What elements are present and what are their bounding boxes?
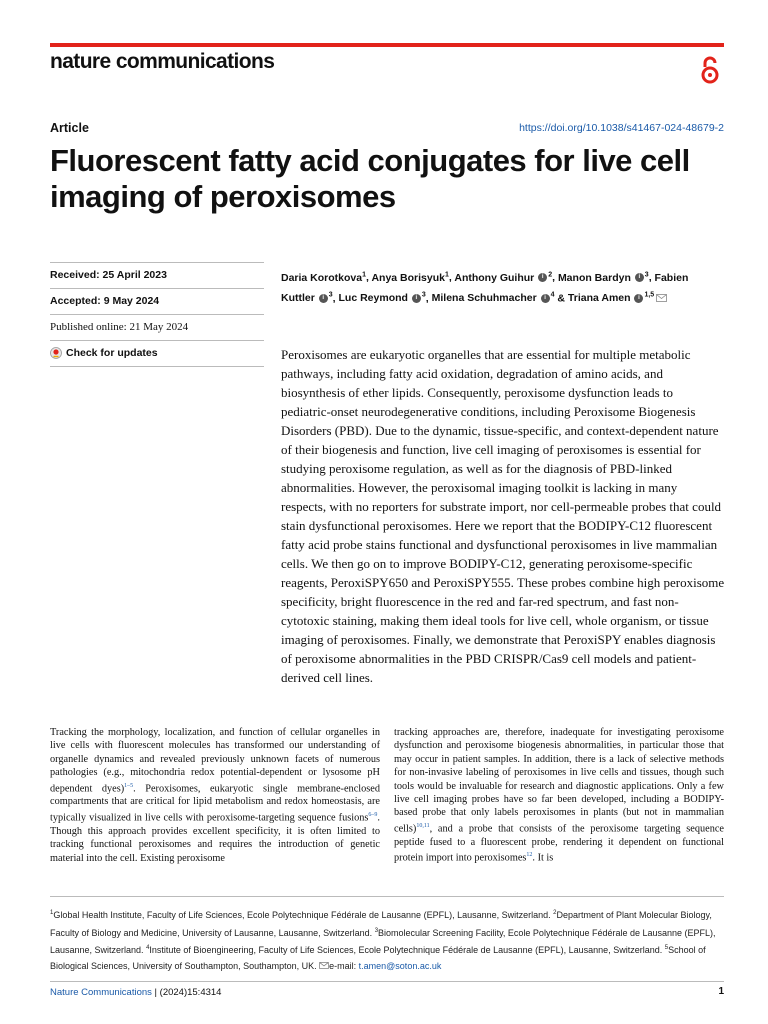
reference-link[interactable]: 6–9 <box>368 811 378 818</box>
affiliation-marker: 1 <box>445 271 449 278</box>
affiliation-marker: 3 <box>644 271 649 278</box>
affiliation-marker: 4 <box>550 291 555 299</box>
doi-link[interactable]: https://doi.org/10.1038/s41467-024-48679-2 <box>519 122 724 134</box>
body-text-column-1: Tracking the morphology, localization, and function of cellular organelles in live cells with fluorescent molecules has transformed our understanding of organelle dynamics and revealed previously unknown facets of numerous pathologies (e.g., mitochondria redox potential-dependent or lysosome pH dependent dyes)$^{1-5}$. Peroxisomes, eukaryotic single membrane-enclosed compartments that are critical for lipid metabolism and redox homeostasis, are typically visualized in live cells with peroxisome-targeting sequence fusions$^{6-9}$. Though this approach provides excellent specificity, it is often limited to tracking functional peroxisomes and requires the introduction of genetic material into the cell. Existing peroxisome <box>50 727 380 864</box>
affiliation-marker: 3 <box>421 291 426 299</box>
affiliations: $^1$Global Health Institute, Faculty of Life Sciences, Ecole Polytechnique Fédérale de Lausanne (EPFL), Lausanne, Switzerland. $^2$Department of Plant Molecular Biology, Faculty of Biology and Medicine, University of Lausanne, Lausanne, Switzerland. $^3$Biomolecular Screening Facility, Ecole Polytechnique Fédérale de Lausanne (EPFL), Lausanne, Switzerland. $^4$Institute of Bioengineering, Faculty of Life Sciences, Ecole Polytechnique Fédérale de Lausanne (EPFL), Lausanne, Switzerland. $^5$School of Biological Sciences, University of Southampton, Southampton, UK. e-mail: t.amen@soton.ac.uk <box>50 910 716 971</box>
page-number: 1 <box>718 986 724 997</box>
body-text-column-2: tracking approaches are, therefore, inadequate for investigating peroxisome dysfunction and peroxisome biogenesis abnormalities, in particular those that may occur in patient samples. In addition, there is a lack of selective methods for non-invasive labeling of peroxisomes in live cells and tissues, though such tools would be invaluable for research and diagnostic applications. Only a few live cell imaging probes have so far been developed, including a BODIPY-based probe that only labels peroxisomes in plants (but not in mammalian cells)$^{10,11}$, and a probe that consists of the peroxisome targeting sequence peptide fused to a fluorescent probe, rendering it dependent on functional protein import into peroxisomes$^{12}$. It is <box>394 727 724 864</box>
author-list: Daria Korotkova$^1$, Anya Borisyuk$^1$, Anthony Guihur i $^2$, Manon Bardyn i $^3$, Fabien Kuttler i $^3$, Luc Reymond i $^3$, Milena Schuhmacher i $^4$ & Triana Amen i $^{1,5}$ <box>281 271 689 304</box>
open-access-icon[interactable] <box>698 55 722 85</box>
published-date: Published online: 21 May 2024 <box>50 314 264 340</box>
author-name[interactable]: Triana Amen i $^{1,5}$ <box>567 291 655 304</box>
author-name[interactable]: Daria Korotkova$^1$ <box>281 271 367 284</box>
orcid-icon[interactable]: i <box>634 294 643 303</box>
orcid-icon[interactable]: i <box>541 294 550 303</box>
accepted-date: Accepted: 9 May 2024 <box>50 288 264 314</box>
journal-header-bar <box>50 43 724 47</box>
affiliations-divider <box>50 896 724 897</box>
reference-link[interactable]: 10,11 <box>416 822 430 829</box>
footer-citation: Nature Communications | (2024)15:4314 <box>50 987 222 998</box>
received-date: Received: 25 April 2023 <box>50 262 264 288</box>
journal-name[interactable]: nature communications <box>50 50 275 73</box>
affiliation-marker: 2 <box>548 271 553 278</box>
author-name[interactable]: Luc Reymond i $^3$ <box>338 291 426 304</box>
check-for-updates-button[interactable] <box>50 340 264 367</box>
author-name[interactable]: Anya Borisyuk$^1$ <box>371 271 449 284</box>
author-name[interactable]: Manon Bardyn i $^3$ <box>557 271 649 284</box>
footer-journal-link[interactable]: Nature Communications <box>50 987 152 998</box>
affiliation-marker: 1,5 <box>644 291 655 299</box>
email-link[interactable]: t.amen@soton.ac.uk <box>358 960 442 971</box>
author-name[interactable]: Fabien Kuttler i $^3$ <box>281 271 689 304</box>
author-name[interactable]: Milena Schuhmacher i $^4$ <box>431 291 555 304</box>
orcid-icon[interactable]: i <box>635 273 644 282</box>
reference-link[interactable]: 1–5 <box>124 782 134 789</box>
article-type-label: Article <box>50 121 89 135</box>
affiliation-marker: 3 <box>328 291 333 299</box>
mail-icon <box>319 962 329 969</box>
article-dates <box>50 262 264 367</box>
orcid-icon[interactable]: i <box>538 273 547 282</box>
check-for-updates-label: Check for updates <box>66 347 158 359</box>
affiliation-marker: 1 <box>362 271 367 278</box>
abstract: Peroxisomes are eukaryotic organelles that are essential for multiple metabolic pathways, including fatty acid oxidation, degradation of amino acids, and biosynthesis of ether lipids. Consequently, peroxisome dysfunction leads to pediatric-onset neurodegenerative conditions, including Peroxisome Biogenesis Disorders (PBD). Due to the dynamic, tissue-specific, and context-dependent nature of their biogenesis and function, live cell imaging of peroxisomes is essential for studying peroxisome regulation, as well as for the diagnosis of PBD-linked abnormalities. However, the peroxisomal imaging toolkit is lacking in many respects, with no reporters for substrate import, nor cell-permeable probes that could stain dysfunctional peroxisomes. Here we report that the BODIPY-C12 fluorescent fatty acid probe stains functional and dysfunctional peroxisomes in live mammalian cells. We then go on to improve BODIPY-C12, generating peroxisome-specific reagents, PeroxiSPY650 and PeroxiSPY555. These probes combine high peroxisome specificity, bright fluorescence in the red and far-red spectrum, and fast non-cytotoxic staining, making them ideal tools for live cell, whole organism, or tissue imaging of peroxisomes. Finally, we demonstrate that PeroxiSPY enables diagnosis of peroxisome abnormalities in the PBD CRISPR/Cas9 cell models and patient-derived cell lines. <box>281 347 725 685</box>
orcid-icon[interactable]: i <box>412 294 421 303</box>
footer-divider <box>50 981 724 982</box>
mail-icon[interactable] <box>656 294 667 302</box>
author-name[interactable]: Anthony Guihur i $^2$ <box>454 271 553 284</box>
reference-link[interactable]: 12 <box>526 852 533 859</box>
orcid-icon[interactable]: i <box>319 294 328 303</box>
article-title: Fluorescent fatty acid conjugates for live cell imaging of peroxisomes <box>50 143 690 214</box>
check-for-updates-icon <box>50 347 62 359</box>
